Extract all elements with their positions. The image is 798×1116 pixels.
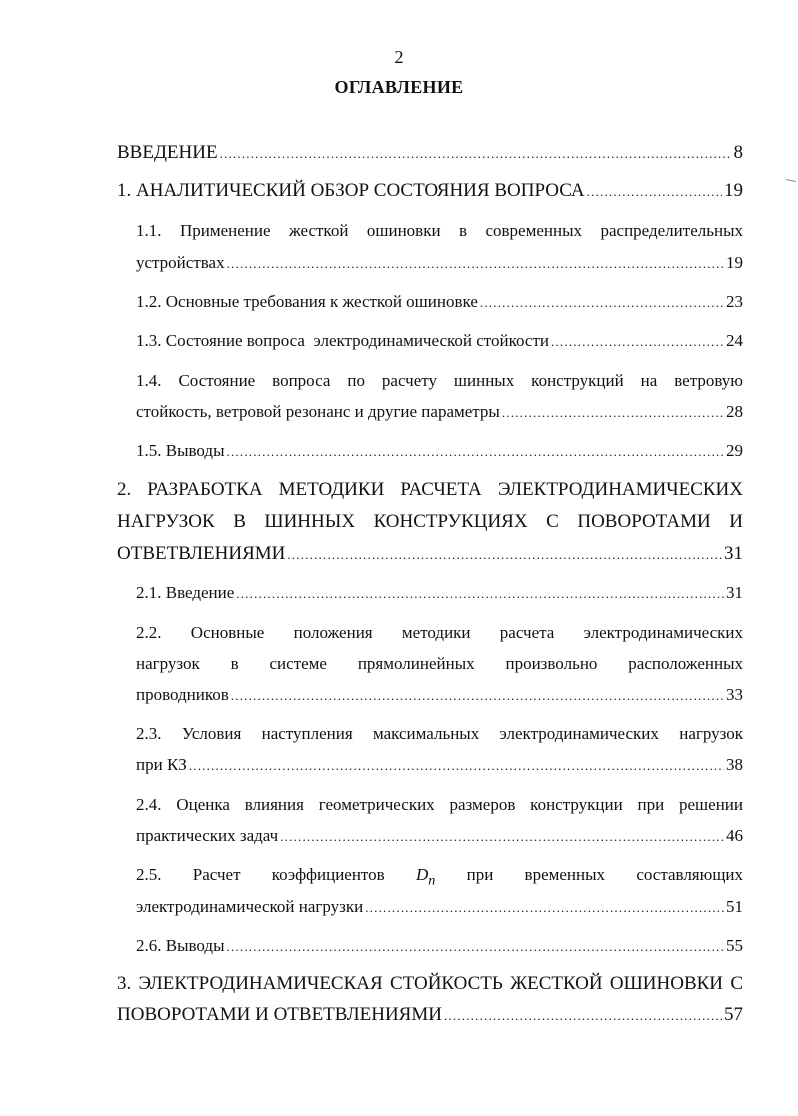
toc-entry-intro[interactable]: ВВЕДЕНИЕ ..... 8 xyxy=(117,140,743,166)
toc-entry-1-5[interactable]: 1.5. Выводы ..... 29 xyxy=(136,438,743,464)
formula-d-n: $D_n$ xyxy=(415,865,436,888)
toc-entry-2-2-line1[interactable]: 2.2. Основные положения методики расчета электродинамических xyxy=(136,623,743,642)
toc-entry-2-2-line2[interactable]: нагрузок в системе прямолинейных произвольно расположенных xyxy=(136,654,743,673)
page-title: ОГЛАВЛЕНИЕ xyxy=(334,77,464,97)
toc-entry-1-1[interactable]: устройствах ..... 19 xyxy=(136,250,743,276)
toc-entry-2-2[interactable]: проводников ..... 33 xyxy=(136,682,743,708)
page-number: 2 xyxy=(394,47,404,67)
scan-edge-mark xyxy=(786,179,796,182)
toc-entry-2-6[interactable]: 2.6. Выводы ..... 55 xyxy=(136,933,743,959)
toc-entry-1-4-line1[interactable]: 1.4. Состояние вопроса по расчету шинных конструкций на ветровую xyxy=(136,371,743,390)
toc-entry-2-5-line1[interactable]: 2.5. Расчет коэффициентов $D_n$ при временных составляющих xyxy=(136,865,743,888)
toc-entry-chapter-1[interactable]: 1. АНАЛИТИЧЕСКИЙ ОБЗОР СОСТОЯНИЯ ВОПРОСА ..... 19 xyxy=(117,178,743,204)
toc-entry-2-3[interactable]: при КЗ ..... 38 xyxy=(136,752,743,778)
toc-entry-chapter-2-line1[interactable]: 2. РАЗРАБОТКА МЕТОДИКИ РАСЧЕТА ЭЛЕКТРОДИНАМИЧЕСКИХ xyxy=(117,479,743,500)
toc-entry-1-3[interactable]: 1.3. Состояние вопроса электродинамической стойкости ..... 24 xyxy=(136,328,743,354)
toc-entry-2-3-line1[interactable]: 2.3. Условия наступления максимальных электродинамических нагрузок xyxy=(136,724,743,743)
toc-entry-2-4-line1[interactable]: 2.4. Оценка влияния геометрических размеров конструкции при решении xyxy=(136,795,743,814)
toc-entry-chapter-3[interactable]: ПОВОРОТАМИ И ОТВЕТВЛЕНИЯМИ ..... 57 xyxy=(117,1002,743,1028)
toc-entry-2-5[interactable]: электродинамической нагрузки ..... 51 xyxy=(136,894,743,920)
toc-entry-1-2[interactable]: 1.2. Основные требования к жесткой ошиновке ..... 23 xyxy=(136,289,743,315)
toc-entry-2-1[interactable]: 2.1. Введение ..... 31 xyxy=(136,580,743,606)
toc-entry-chapter-2[interactable]: ОТВЕТВЛЕНИЯМИ ..... 31 xyxy=(117,541,743,567)
toc-entry-chapter-2-line2[interactable]: НАГРУЗОК В ШИННЫХ КОНСТРУКЦИЯХ С ПОВОРОТАМИ И xyxy=(117,511,743,532)
toc-entry-chapter-3-line1[interactable]: 3. ЭЛЕКТРОДИНАМИЧЕСКАЯ СТОЙКОСТЬ ЖЕСТКОЙ ОШИНОВКИ С xyxy=(117,973,743,994)
toc-entry-1-1-line1[interactable]: 1.1. Применение жесткой ошиновки в современных распределительных xyxy=(136,221,743,240)
toc-entry-2-4[interactable]: практических задач ..... 46 xyxy=(136,823,743,849)
toc-entry-1-4[interactable]: стойкость, ветровой резонанс и другие параметры ..... 28 xyxy=(136,399,743,425)
